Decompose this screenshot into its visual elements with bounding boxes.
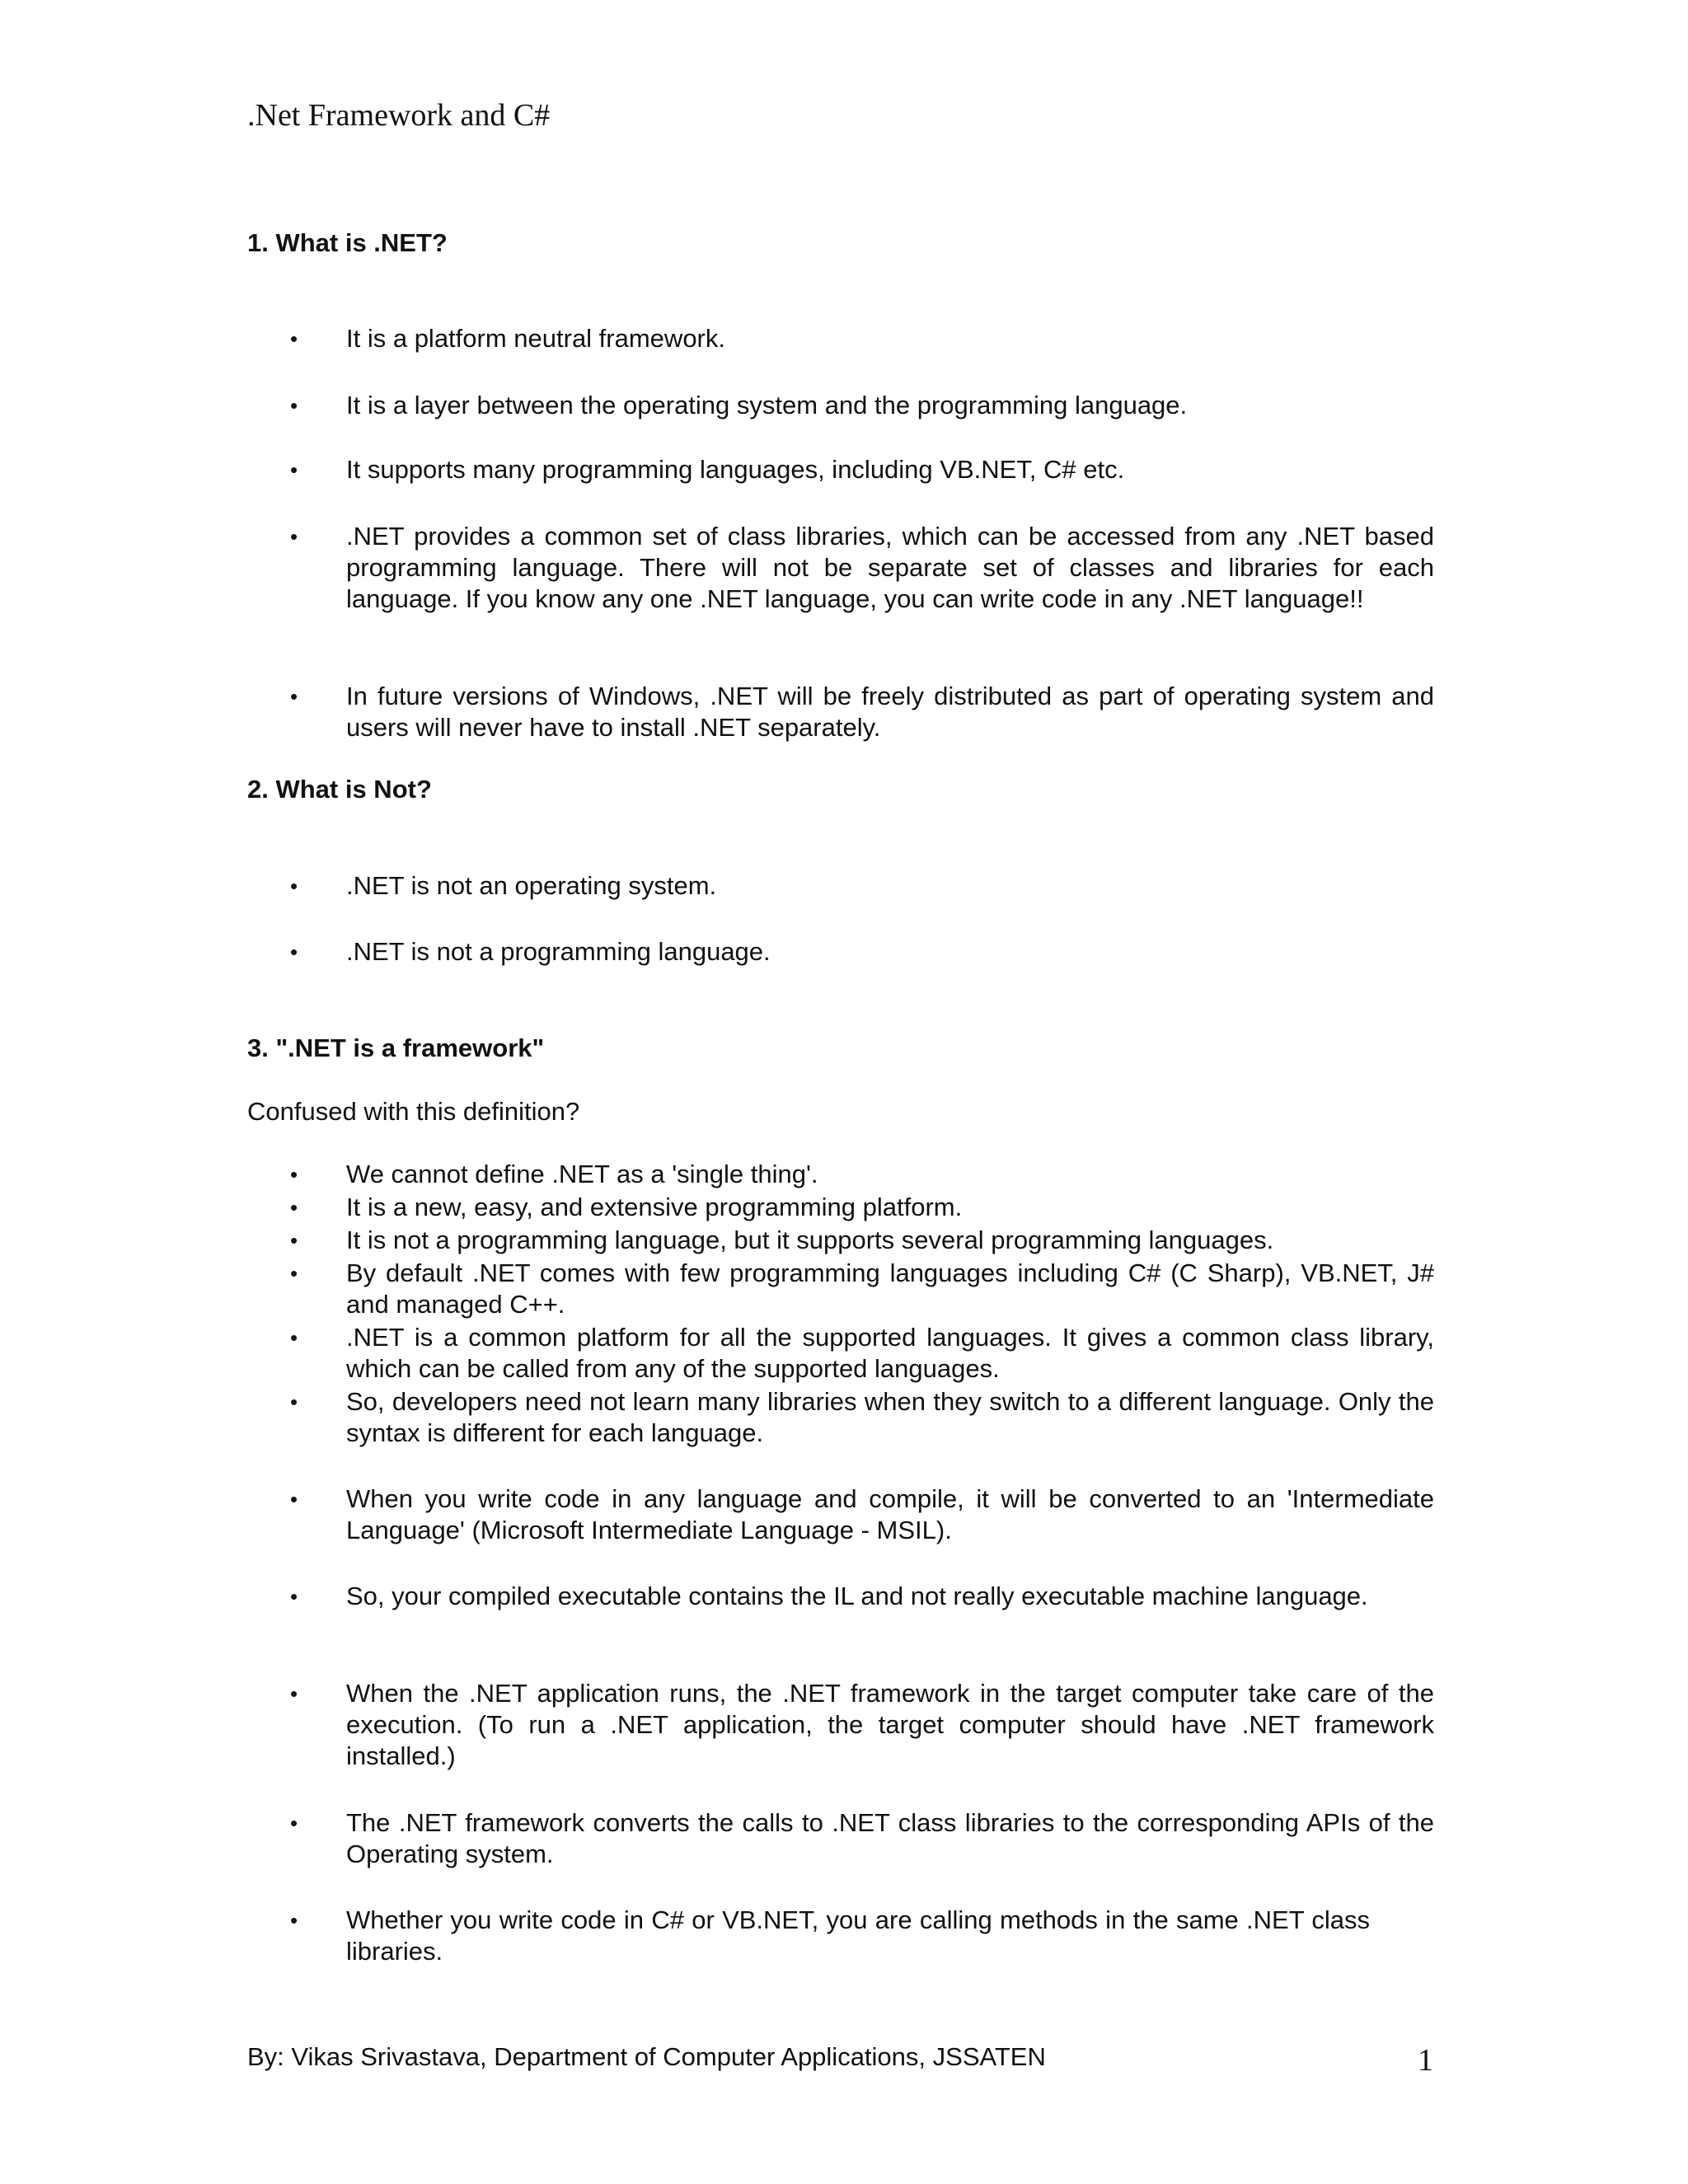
list-item [290, 1159, 1434, 1190]
list-item-text: So, your compiled executable contains the IL and not really executable machine language. [346, 1582, 1368, 1610]
bullet-icon: • [290, 1584, 298, 1609]
footer-author: By: Vikas Srivastava, Department of Computer Applications, JSSATEN [247, 2042, 1046, 2071]
list-item-text: When the .NET application runs, the .NET framework in the target computer take care of the execution. (To run a .NET application, the target computer should have .NET framework installed.) [346, 1679, 1434, 1770]
section-1-heading: 1. What is .NET? [247, 228, 448, 257]
list-item-text: .NET provides a common set of class libraries, which can be accessed from any .NET based programming language. There will not be separate set of classes and libraries for each language. If you know any one .NET language, you can write code in any .NET language!! [346, 522, 1434, 613]
section-3-heading: 3. ".NET is a framework" [247, 1033, 545, 1062]
list-item-text: It is a new, easy, and extensive programming platform. [346, 1193, 963, 1221]
list-item [290, 454, 1434, 485]
list-item [290, 1322, 1434, 1385]
list-item [290, 1386, 1434, 1449]
list-item-text: It supports many programming languages, including VB.NET, C# etc. [346, 455, 1125, 484]
bullet-icon: • [290, 940, 298, 964]
list-item-text: .NET is a common platform for all the supported languages. It gives a common class library, which can be called from any of the supported languages. [346, 1323, 1434, 1383]
list-item [290, 870, 1434, 902]
list-item [290, 323, 1434, 354]
bullet-icon: • [290, 524, 298, 549]
page-number: 1 [1418, 2043, 1433, 2078]
list-item [290, 1581, 1434, 1612]
bullet-icon: • [290, 1390, 298, 1414]
list-item-text: It is a platform neutral framework. [346, 324, 725, 353]
bullet-icon: • [290, 326, 298, 351]
bullet-icon: • [290, 684, 298, 709]
list-item [290, 1807, 1434, 1870]
list-item-text: .NET is not an operating system. [346, 871, 717, 900]
list-item [290, 1905, 1434, 1967]
list-item-text: By default .NET comes with few programming languages including C# (C Sharp), VB.NET, J# and managed C++. [346, 1258, 1434, 1319]
list-item-text: When you write code in any language and compile, it will be converted to an 'Intermediate Language' (Microsoft Intermediate Language - MSIL). [346, 1484, 1434, 1544]
section-2-heading: 2. What is Not? [247, 775, 432, 804]
list-item [290, 1225, 1434, 1256]
list-item [290, 936, 1434, 968]
bullet-icon: • [290, 457, 298, 482]
bullet-icon: • [290, 1162, 298, 1187]
list-item-text: We cannot define .NET as a 'single thing'. [346, 1160, 818, 1188]
bullet-icon: • [290, 1195, 298, 1220]
list-item-text: Whether you write code in C# or VB.NET, you are calling methods in the same .NET class libraries. [346, 1905, 1370, 1966]
bullet-icon: • [290, 1487, 298, 1511]
list-item-text: In future versions of Windows, .NET will be freely distributed as part of operating system and users will never have to install .NET separately. [346, 682, 1434, 742]
list-item [290, 521, 1434, 615]
page-header-title: .Net Framework and C# [247, 98, 551, 133]
bullet-icon: • [290, 874, 298, 898]
list-item [290, 1258, 1434, 1320]
list-item-text: The .NET framework converts the calls to .NET class libraries to the corresponding APIs of the Operating system. [346, 1808, 1434, 1868]
list-item [290, 1192, 1434, 1223]
bullet-icon: • [290, 1228, 298, 1253]
bullet-icon: • [290, 1261, 298, 1286]
list-item-text: .NET is not a programming language. [346, 937, 771, 966]
bullet-icon: • [290, 1325, 298, 1350]
list-item-text: So, developers need not learn many libraries when they switch to a different language. Only the syntax is different for each language. [346, 1387, 1434, 1447]
list-item [290, 390, 1434, 421]
list-item [290, 1678, 1434, 1772]
bullet-icon: • [290, 1681, 298, 1706]
list-item [290, 1483, 1434, 1546]
list-item-text: It is a layer between the operating system and the programming language. [346, 391, 1188, 419]
list-item-text: It is not a programming language, but it supports several programming languages. [346, 1226, 1274, 1254]
bullet-icon: • [290, 1811, 298, 1835]
bullet-icon: • [290, 1908, 298, 1933]
section-3-intro: Confused with this definition? [247, 1097, 580, 1126]
list-item [290, 681, 1434, 743]
bullet-icon: • [290, 393, 298, 418]
